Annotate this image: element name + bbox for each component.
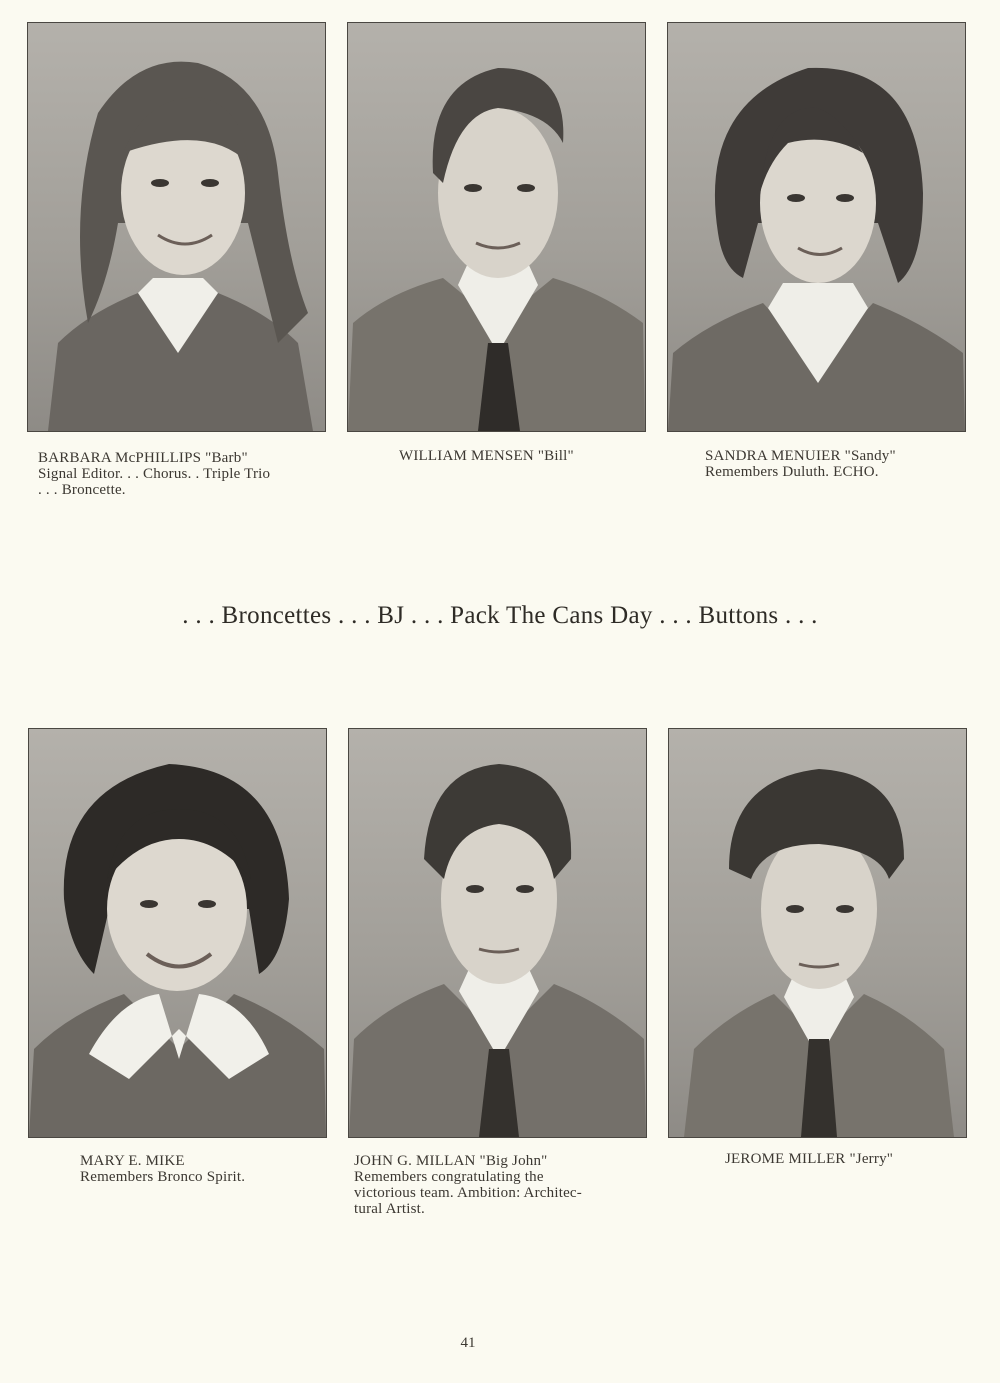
student-details-line: Signal Editor. . . Chorus. . Triple Trio [38, 466, 271, 482]
divider-text: . . . Broncettes . . . BJ . . . Pack The Cans Day . . . Buttons . . . [182, 602, 818, 629]
student-name: JOHN G. MILLAN "Big John" [354, 1153, 548, 1169]
portrait-photo-barbara-mcphillips [27, 22, 326, 432]
student-name: BARBARA McPHILLIPS "Barb" [38, 450, 248, 466]
portrait-figure [29, 729, 326, 1137]
portrait-photo-jerome-miller [668, 728, 967, 1138]
student-details-line: Remembers Bronco Spirit. [80, 1169, 246, 1185]
student-details-line: . . . Broncette. [38, 482, 126, 498]
student-caption-william-mensen [399, 448, 574, 464]
student-details-line: Remembers congratulating the [354, 1169, 544, 1185]
portrait-photo-john-millan [348, 728, 647, 1138]
student-name: WILLIAM MENSEN "Bill" [399, 448, 574, 464]
portrait-photo-sandra-menuier [667, 22, 966, 432]
student-caption-barbara-mcphillips [38, 450, 270, 498]
student-name: MARY E. MIKE [80, 1153, 185, 1169]
student-details-line: victorious team. Ambition: Architec- [354, 1185, 582, 1201]
student-caption-mary-mike [80, 1153, 245, 1185]
portrait-photo-mary-mike [28, 728, 327, 1138]
student-name: JEROME MILLER "Jerry" [725, 1151, 894, 1167]
portrait-figure [669, 729, 966, 1137]
portrait-figure [348, 23, 645, 431]
portrait-figure [28, 23, 325, 431]
student-details-line: Remembers Duluth. ECHO. [705, 464, 879, 480]
portrait-figure [668, 23, 965, 431]
student-name: SANDRA MENUIER "Sandy" [705, 448, 896, 464]
portrait-photo-william-mensen [347, 22, 646, 432]
page-number: 41 [460, 1335, 476, 1351]
portrait-figure [349, 729, 646, 1137]
student-caption-john-millan [354, 1153, 582, 1217]
student-details-line: tural Artist. [354, 1201, 425, 1217]
student-caption-jerome-miller [725, 1151, 893, 1167]
student-caption-sandra-menuier [705, 448, 896, 480]
